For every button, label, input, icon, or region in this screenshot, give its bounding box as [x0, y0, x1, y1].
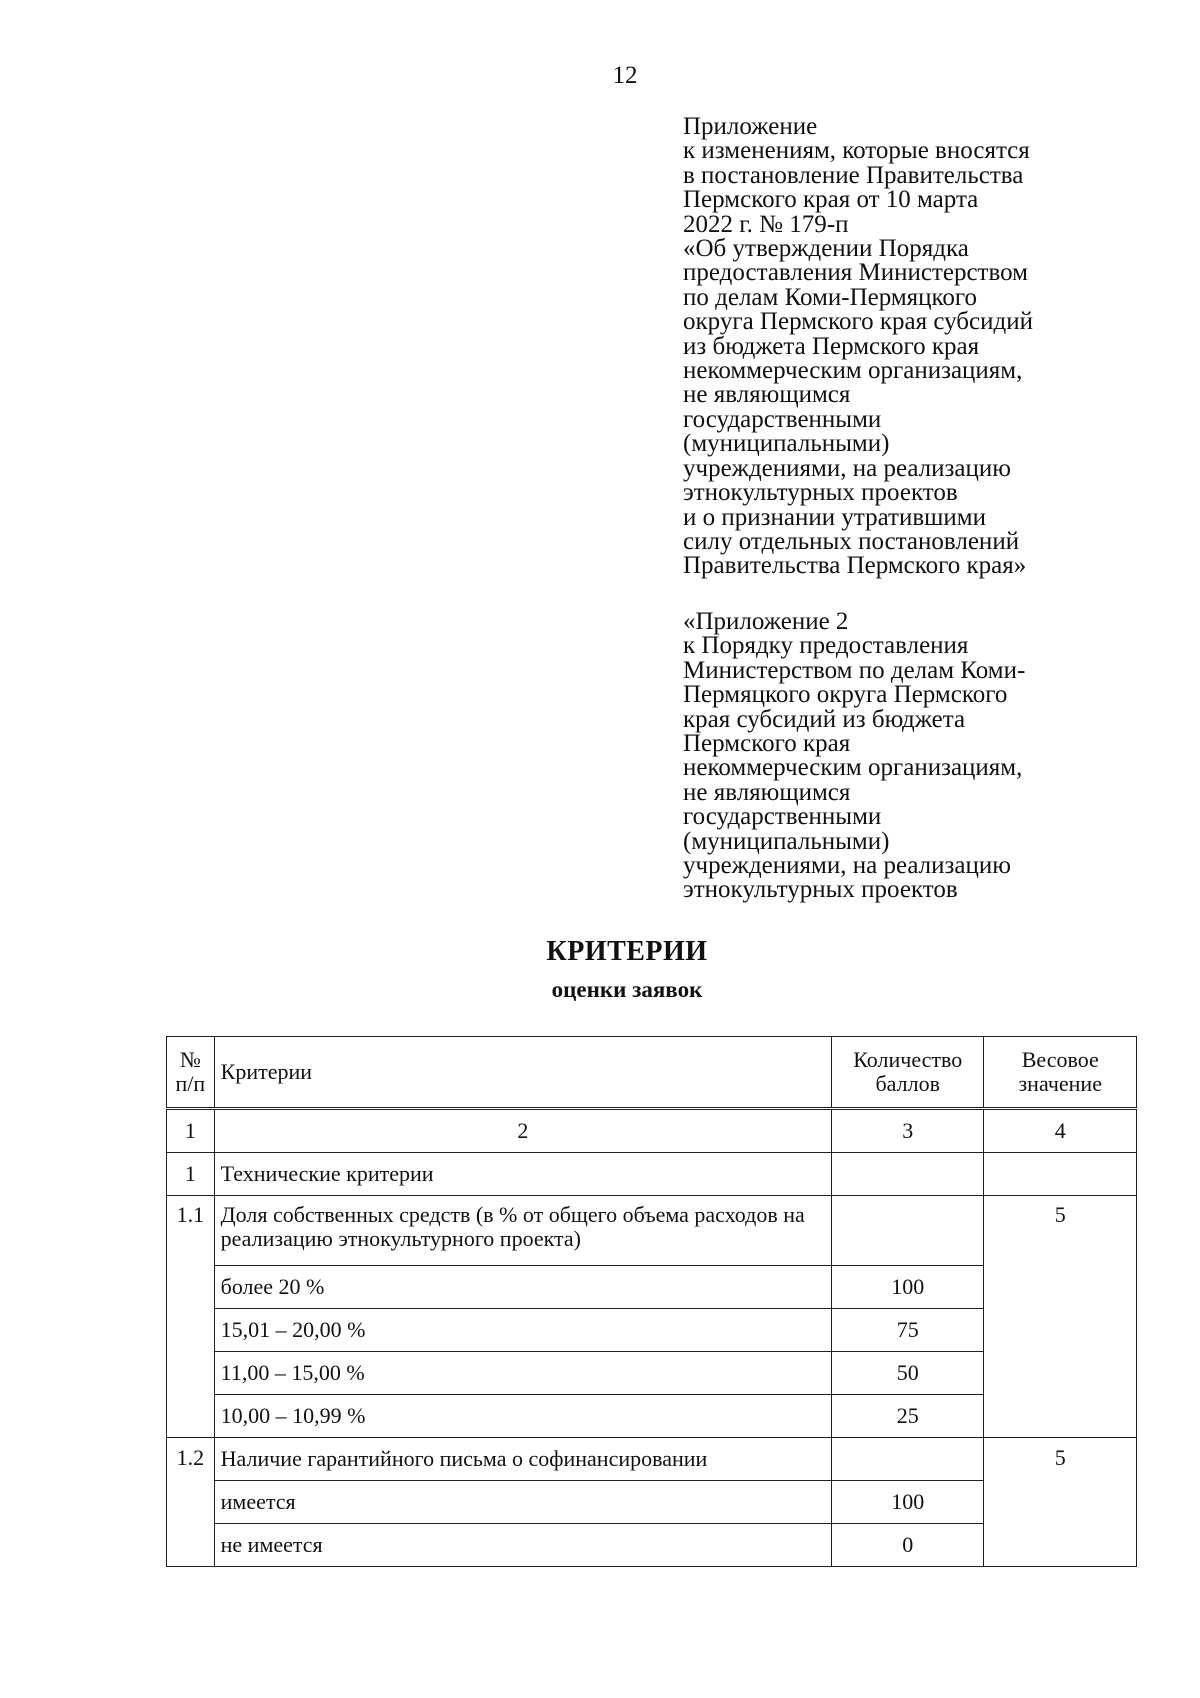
appendix-2-line: Министерством по делам Коми- — [683, 656, 1026, 684]
header-criteria: Критерии — [214, 1037, 831, 1109]
appendix-2-line: «Приложение 2 — [683, 608, 849, 635]
appendix-note-line: к изменениям, которые вносятся — [683, 137, 1030, 165]
row-score — [832, 1196, 984, 1266]
table-row — [167, 1153, 1137, 1196]
option-label: имеется — [214, 1481, 831, 1524]
option-label: 10,00 – 10,99 % — [214, 1395, 831, 1438]
appendix-note-line: из бюджета Пермского края — [683, 332, 980, 360]
appendix-note-line: округа Пермского края субсидий — [683, 308, 1033, 336]
table-header-row — [167, 1037, 1137, 1109]
document-subtitle: оценки заявок — [551, 977, 703, 1002]
criteria-table — [166, 1036, 1137, 1567]
appendix-note-line: учреждениями, на реализацию — [683, 454, 1011, 482]
row-num: 1.2 — [167, 1438, 215, 1567]
table-row — [167, 1438, 1137, 1481]
appendix-2-line: учреждениями, на реализацию — [683, 852, 1011, 880]
appendix-2-line: некоммерческим организациям, — [683, 754, 1023, 782]
appendix-2-line: (муниципальными) — [683, 827, 890, 855]
header-num: № п/п — [167, 1037, 215, 1109]
appendix-note-line: (муниципальными) — [683, 430, 890, 458]
column-number: 3 — [832, 1109, 984, 1153]
option-label: более 20 % — [214, 1266, 831, 1309]
option-score: 75 — [832, 1309, 984, 1352]
header-weight: Весовое значение — [984, 1037, 1137, 1109]
row-num: 1.1 — [167, 1196, 215, 1438]
appendix-note-line: силу отдельных постановлений — [683, 527, 1020, 555]
appendix-2-line: Пермяцкого округа Пермского — [683, 681, 1008, 709]
appendix-note-line: в постановление Правительства — [683, 161, 1024, 189]
appendix-note-line: «Об утверждении Порядка — [683, 235, 969, 263]
appendix-note-line: государственными — [683, 405, 882, 433]
appendix-note — [683, 115, 1103, 579]
appendix-note-line: Правительства Пермского края» — [683, 552, 1027, 580]
row-weight: 5 — [984, 1438, 1137, 1567]
document-title: КРИТЕРИИ — [546, 936, 708, 967]
option-score: 50 — [832, 1352, 984, 1395]
appendix-note-line: Пермского края от 10 марта — [683, 186, 979, 214]
option-label: 15,01 – 20,00 % — [214, 1309, 831, 1352]
appendix-2-line: государственными — [683, 803, 882, 831]
row-weight — [984, 1153, 1137, 1196]
appendix-2-note — [683, 610, 1103, 903]
appendix-note-line: 2022 г. № 179-п — [683, 210, 849, 238]
appendix-note-line: Приложение — [683, 113, 818, 140]
appendix-note-line: по делам Коми-Пермяцкого — [683, 283, 978, 311]
option-score: 25 — [832, 1395, 984, 1438]
appendix-note-line: не являющимся — [683, 381, 851, 409]
column-number: 1 — [167, 1109, 215, 1153]
row-score — [832, 1438, 984, 1481]
column-number: 2 — [214, 1109, 831, 1153]
row-num: 1 — [167, 1153, 215, 1196]
option-score: 100 — [832, 1481, 984, 1524]
appendix-2-line: к Порядку предоставления — [683, 632, 969, 660]
row-criteria: Доля собственных средств (в % от общего объема расходов на реализацию этнокультурного проекта) — [214, 1196, 831, 1266]
appendix-note-line: некоммерческим организациям, — [683, 357, 1023, 385]
row-criteria: Наличие гарантийного письма о софинансировании — [214, 1438, 831, 1481]
option-label: не имеется — [214, 1524, 831, 1567]
appendix-2-line: не являющимся — [683, 778, 851, 806]
option-label: 11,00 – 15,00 % — [214, 1352, 831, 1395]
appendix-note-line: и о признании утратившими — [683, 503, 986, 531]
row-criteria: Технические критерии — [214, 1153, 831, 1196]
option-score: 100 — [832, 1266, 984, 1309]
option-score: 0 — [832, 1524, 984, 1567]
page-number: 12 — [612, 62, 638, 89]
column-number: 4 — [984, 1109, 1137, 1153]
table-row — [167, 1196, 1137, 1266]
column-number-row — [167, 1109, 1137, 1153]
row-score — [832, 1153, 984, 1196]
appendix-note-line: этнокультурных проектов — [683, 479, 958, 507]
appendix-2-line: края субсидий из бюджета — [683, 705, 966, 733]
appendix-2-line: Пермского края — [683, 730, 851, 758]
appendix-note-line: предоставления Министерством — [683, 259, 1028, 287]
row-weight: 5 — [984, 1196, 1137, 1438]
header-score: Количество баллов — [832, 1037, 984, 1109]
appendix-2-line: этнокультурных проектов — [683, 876, 958, 904]
